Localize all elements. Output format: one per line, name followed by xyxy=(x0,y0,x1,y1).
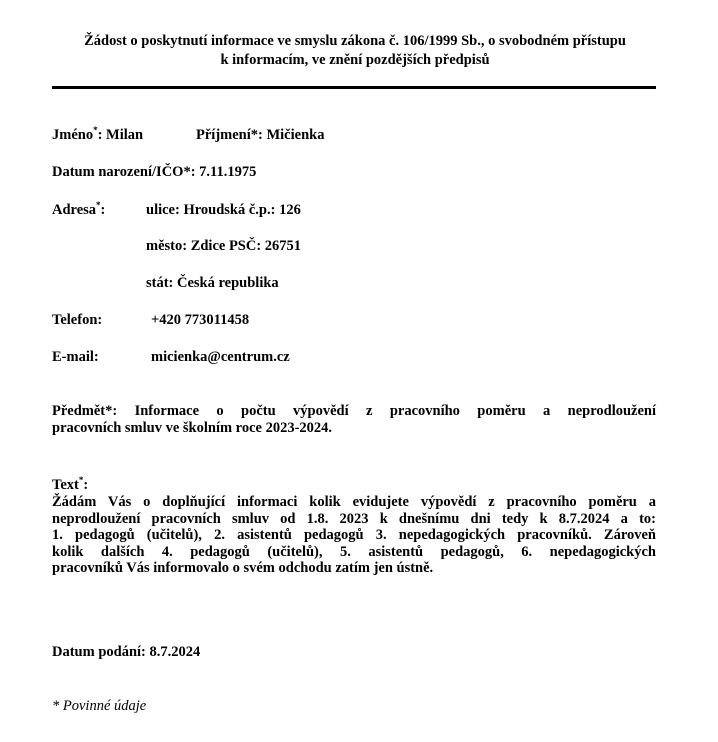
required-asterisk: * xyxy=(96,200,101,211)
address-city: město: Zdice PSČ: 26751 xyxy=(146,238,302,254)
text-label: Text*: xyxy=(52,475,89,493)
birth-date-field: Datum narození/IČO*: 7.11.1975 xyxy=(52,164,257,180)
subject-line-2: pracovních smluv ve školním roce 2023-2024. xyxy=(52,419,333,436)
document-title xyxy=(40,32,670,70)
text-line-4: kolik dalších 4. pedagogů (učitelů), 5. asistentů pedagogů, 6. nepedagogických xyxy=(52,543,656,560)
subject-line-1: Předmět*: Informace o počtu výpovědí z pracovního poměru a neprodloužení xyxy=(52,403,656,419)
last-name-field: Příjmení*: Mičienka xyxy=(196,127,325,143)
email-label: E-mail: xyxy=(52,349,99,365)
required-fields-note: * Povinné údaje xyxy=(52,698,147,714)
email-value: micienka@centrum.cz xyxy=(151,349,290,365)
text-paragraph xyxy=(52,494,656,577)
phone-label: Telefon: xyxy=(52,312,103,328)
address-label: Adresa*: xyxy=(52,200,106,218)
submission-date: Datum podání: 8.7.2024 xyxy=(52,644,201,660)
first-name-label: Jméno xyxy=(52,127,94,143)
text-line-3: 1. pedagogů (učitelů), 2. asistentů pedagogů 3. nepedagogických pracovníků. Zároveň xyxy=(52,527,656,543)
address-country: stát: Česká republika xyxy=(146,275,279,291)
address-street: ulice: Hroudská č.p.: 126 xyxy=(146,202,301,218)
title-divider xyxy=(52,86,656,89)
phone-value: +420 773011458 xyxy=(151,312,250,328)
text-line-2: neprodloužení pracovních smluv od 1.8. 2023 k dnešnímu dni tedy k 8.7.2024 a to: xyxy=(52,510,656,527)
first-name-value: : Milan xyxy=(97,127,144,143)
title-line-1: Žádost o poskytnutí informace ve smyslu zákona č. 106/1999 Sb., o svobodném přístupu xyxy=(84,33,626,49)
text-line-1: Žádám Vás o doplňující informaci kolik evidujete výpovědí z pracovního poměru a xyxy=(52,494,656,510)
title-line-2: k informacím, ve znění pozdějších předpisů xyxy=(220,52,490,68)
required-asterisk: * xyxy=(78,475,84,486)
required-asterisk: * xyxy=(93,125,98,136)
text-line-5: pracovníků Vás informovalo o svém odchodu zatím jen ústně. xyxy=(52,560,434,576)
first-name-field xyxy=(52,126,143,144)
subject-paragraph xyxy=(52,403,656,436)
